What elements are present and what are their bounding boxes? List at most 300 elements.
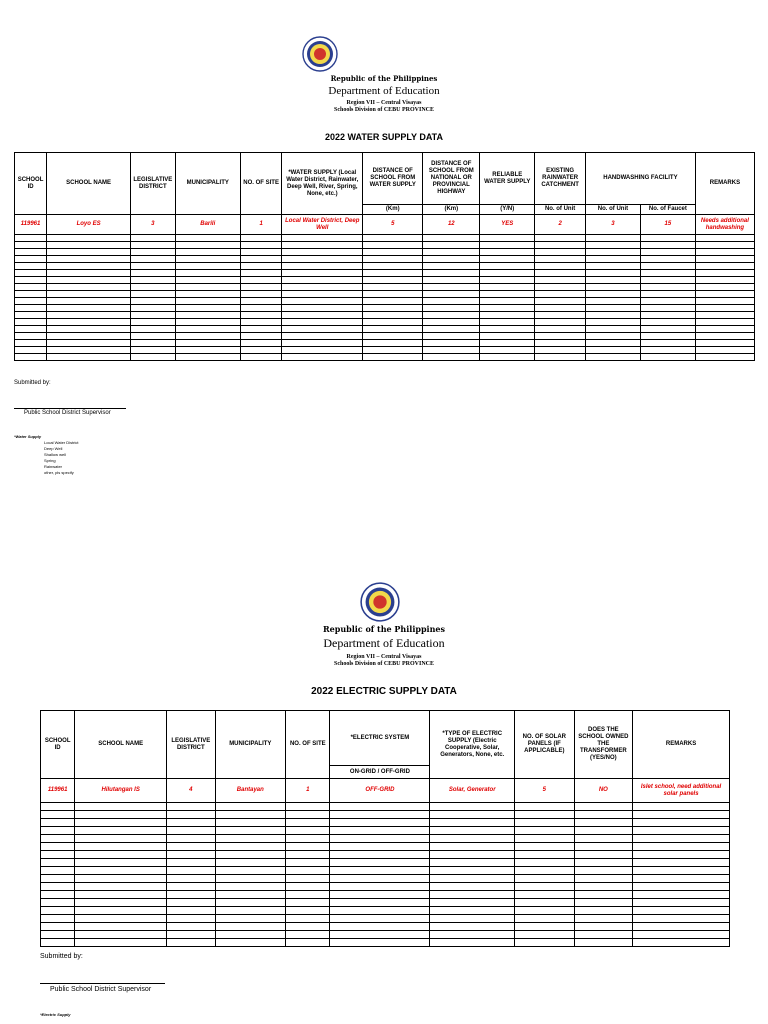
empty-cell (286, 851, 330, 859)
empty-cell (215, 819, 286, 827)
table-row (15, 347, 755, 354)
cell-dist-highway: 12 (423, 215, 480, 235)
empty-cell (215, 875, 286, 883)
empty-cell (480, 291, 535, 298)
empty-cell (282, 256, 363, 263)
empty-cell (240, 354, 281, 361)
empty-cell (47, 284, 131, 291)
empty-cell (41, 867, 75, 875)
empty-cell (423, 235, 480, 242)
col-units: No. of Unit (535, 205, 586, 215)
empty-cell (282, 249, 363, 256)
empty-cell (640, 263, 695, 270)
empty-cell (363, 319, 423, 326)
empty-cell (286, 939, 330, 947)
table-row (41, 883, 730, 891)
empty-cell (15, 333, 47, 340)
empty-cell (695, 347, 754, 354)
table-row (41, 827, 730, 835)
empty-cell (286, 915, 330, 923)
empty-cell (535, 347, 586, 354)
republic-label: Republic of the Philippines (322, 624, 445, 634)
empty-cell (240, 256, 281, 263)
empty-cell (640, 326, 695, 333)
empty-cell (75, 859, 167, 867)
empty-cell (47, 270, 131, 277)
empty-cell (75, 835, 167, 843)
empty-cell (633, 803, 730, 811)
empty-cell (480, 277, 535, 284)
empty-cell (131, 333, 176, 340)
empty-cell (215, 835, 286, 843)
empty-cell (423, 298, 480, 305)
empty-cell (574, 819, 633, 827)
empty-cell (586, 256, 641, 263)
empty-cell (215, 915, 286, 923)
empty-cell (535, 256, 586, 263)
empty-cell (695, 333, 754, 340)
table-row (15, 284, 755, 291)
empty-cell (640, 305, 695, 312)
empty-cell (131, 277, 176, 284)
col-dist-source: DISTANCE OF SCHOOL FROM WATER SUPPLY (363, 153, 423, 205)
empty-cell (41, 875, 75, 883)
empty-cell (286, 907, 330, 915)
empty-cell (586, 284, 641, 291)
empty-cell (175, 305, 240, 312)
empty-cell (41, 907, 75, 915)
table-row (15, 270, 755, 277)
empty-cell (240, 312, 281, 319)
empty-cell (695, 312, 754, 319)
empty-cell (47, 291, 131, 298)
empty-cell (240, 347, 281, 354)
empty-cell (586, 312, 641, 319)
cell-municipality: Barili (175, 215, 240, 235)
empty-cell (430, 851, 515, 859)
empty-cell (167, 883, 215, 891)
empty-cell (695, 298, 754, 305)
empty-cell (215, 883, 286, 891)
empty-cell (282, 354, 363, 361)
water-title: 2022 WATER SUPPLY DATA (324, 132, 444, 142)
empty-cell (430, 867, 515, 875)
empty-cell (480, 333, 535, 340)
department-label: Department of Education (323, 636, 445, 650)
empty-cell (75, 827, 167, 835)
empty-cell (640, 277, 695, 284)
empty-cell (633, 835, 730, 843)
empty-cell (515, 811, 575, 819)
empty-cell (41, 931, 75, 939)
empty-cell (330, 811, 430, 819)
empty-cell (286, 923, 330, 931)
cell-rainwater: 2 (535, 215, 586, 235)
empty-cell (330, 875, 430, 883)
empty-cell (330, 843, 430, 851)
empty-cell (240, 305, 281, 312)
empty-cell (167, 811, 215, 819)
table-row (41, 859, 730, 867)
water-note-title: *Water Supply (14, 434, 42, 439)
col-yn: (Y/N) (480, 205, 535, 215)
empty-cell (41, 819, 75, 827)
empty-cell (167, 931, 215, 939)
empty-cell (167, 827, 215, 835)
empty-cell (240, 277, 281, 284)
empty-cell (430, 915, 515, 923)
empty-cell (286, 867, 330, 875)
empty-cell (535, 235, 586, 242)
empty-cell (695, 249, 754, 256)
empty-cell (363, 256, 423, 263)
empty-cell (640, 284, 695, 291)
note-item: Local Water District (44, 440, 79, 445)
empty-cell (330, 819, 430, 827)
empty-cell (535, 333, 586, 340)
empty-cell (640, 291, 695, 298)
col-district: LEGISLATIVE DISTRICT (167, 711, 215, 779)
empty-cell (215, 891, 286, 899)
empty-cell (695, 354, 754, 361)
empty-cell (47, 249, 131, 256)
empty-cell (15, 305, 47, 312)
empty-cell (535, 277, 586, 284)
empty-cell (695, 305, 754, 312)
cell-district: 3 (131, 215, 176, 235)
cell-transformer: NO (574, 779, 633, 803)
empty-cell (633, 867, 730, 875)
empty-cell (41, 891, 75, 899)
water-note-list (44, 440, 79, 476)
empty-cell (75, 851, 167, 859)
empty-cell (535, 284, 586, 291)
signatory-label: Public School District Supervisor (24, 410, 111, 416)
empty-cell (167, 803, 215, 811)
empty-cell (574, 907, 633, 915)
empty-cell (515, 907, 575, 915)
empty-cell (430, 803, 515, 811)
empty-cell (240, 340, 281, 347)
empty-cell (586, 235, 641, 242)
empty-cell (515, 883, 575, 891)
empty-cell (423, 347, 480, 354)
empty-cell (515, 843, 575, 851)
cell-municipality: Bantayan (215, 779, 286, 803)
col-electric-type: *TYPE OF ELECTRIC SUPPLY (Electric Cooperative, Solar, Generators, None, etc. (430, 711, 515, 779)
table-row (15, 298, 755, 305)
empty-cell (175, 333, 240, 340)
empty-cell (215, 843, 286, 851)
empty-cell (15, 340, 47, 347)
empty-cell (282, 277, 363, 284)
empty-cell (167, 915, 215, 923)
empty-cell (480, 242, 535, 249)
empty-cell (282, 347, 363, 354)
empty-cell (41, 811, 75, 819)
empty-cell (586, 326, 641, 333)
empty-cell (167, 907, 215, 915)
signature-line (14, 408, 126, 409)
empty-cell (535, 249, 586, 256)
empty-cell (535, 312, 586, 319)
empty-cell (633, 859, 730, 867)
empty-cell (574, 803, 633, 811)
empty-cell (215, 851, 286, 859)
empty-cell (282, 340, 363, 347)
empty-cell (515, 915, 575, 923)
empty-cell (175, 270, 240, 277)
empty-cell (215, 867, 286, 875)
empty-cell (423, 284, 480, 291)
empty-cell (286, 819, 330, 827)
empty-cell (75, 875, 167, 883)
empty-cell (47, 263, 131, 270)
col-km: (Km) (363, 205, 423, 215)
empty-cell (423, 277, 480, 284)
empty-cell (41, 899, 75, 907)
empty-cell (640, 340, 695, 347)
empty-cell (131, 298, 176, 305)
empty-cell (363, 263, 423, 270)
empty-cell (574, 835, 633, 843)
cell-district: 4 (167, 779, 215, 803)
empty-cell (363, 298, 423, 305)
empty-cell (41, 939, 75, 947)
empty-cell (363, 235, 423, 242)
empty-cell (240, 284, 281, 291)
empty-cell (430, 827, 515, 835)
empty-cell (515, 931, 575, 939)
empty-cell (423, 270, 480, 277)
table-row (41, 939, 730, 947)
empty-cell (15, 277, 47, 284)
empty-cell (286, 931, 330, 939)
empty-cell (330, 883, 430, 891)
empty-cell (423, 333, 480, 340)
col-sites: NO. OF SITE (240, 153, 281, 215)
empty-cell (131, 270, 176, 277)
electric-blank-rows (41, 803, 730, 947)
empty-cell (41, 923, 75, 931)
empty-cell (695, 256, 754, 263)
empty-cell (695, 291, 754, 298)
empty-cell (515, 819, 575, 827)
table-row (41, 811, 730, 819)
empty-cell (574, 811, 633, 819)
empty-cell (480, 263, 535, 270)
cell-sites: 1 (240, 215, 281, 235)
empty-cell (480, 305, 535, 312)
empty-cell (167, 923, 215, 931)
col-handwashing: HANDWASHING FACILITY (586, 153, 696, 205)
empty-cell (286, 899, 330, 907)
empty-cell (535, 319, 586, 326)
empty-cell (75, 923, 167, 931)
division-label: Schools Division of CEBU PROVINCE (333, 107, 434, 113)
empty-cell (633, 811, 730, 819)
empty-cell (330, 851, 430, 859)
empty-cell (633, 907, 730, 915)
empty-cell (131, 263, 176, 270)
empty-cell (633, 915, 730, 923)
cell-water-supply: Local Water District, Deep Well (282, 215, 363, 235)
empty-cell (423, 319, 480, 326)
empty-cell (586, 340, 641, 347)
empty-cell (15, 270, 47, 277)
note-item: Spring (44, 458, 56, 463)
empty-cell (330, 803, 430, 811)
empty-cell (574, 939, 633, 947)
empty-cell (286, 835, 330, 843)
empty-cell (535, 354, 586, 361)
col-school-id: SCHOOL ID (41, 711, 75, 779)
note-item: other, pls specify (44, 470, 74, 475)
empty-cell (131, 354, 176, 361)
empty-cell (423, 249, 480, 256)
empty-cell (282, 291, 363, 298)
empty-cell (175, 235, 240, 242)
empty-cell (175, 263, 240, 270)
col-solar-panels: NO. OF SOLAR PANELS (IF APPLICABLE) (515, 711, 575, 779)
empty-cell (15, 347, 47, 354)
empty-cell (167, 835, 215, 843)
empty-cell (423, 326, 480, 333)
empty-cell (574, 883, 633, 891)
empty-cell (633, 931, 730, 939)
empty-cell (586, 354, 641, 361)
empty-cell (633, 899, 730, 907)
empty-cell (15, 235, 47, 242)
empty-cell (282, 242, 363, 249)
table-row (41, 851, 730, 859)
empty-cell (131, 242, 176, 249)
empty-cell (695, 277, 754, 284)
empty-cell (75, 867, 167, 875)
empty-cell (480, 284, 535, 291)
empty-cell (282, 333, 363, 340)
col-sites: NO. OF SITE (286, 711, 330, 779)
table-row (15, 263, 755, 270)
empty-cell (535, 305, 586, 312)
empty-cell (363, 333, 423, 340)
empty-cell (363, 305, 423, 312)
empty-cell (330, 915, 430, 923)
col-remarks: REMARKS (633, 711, 730, 779)
empty-cell (515, 835, 575, 843)
empty-cell (363, 277, 423, 284)
empty-cell (430, 939, 515, 947)
empty-cell (47, 312, 131, 319)
cell-handwashing-units: 3 (586, 215, 641, 235)
empty-cell (430, 883, 515, 891)
empty-cell (330, 867, 430, 875)
col-grid: ON-GRID / OFF-GRID (330, 766, 430, 779)
empty-cell (215, 899, 286, 907)
electric-table (40, 710, 730, 947)
empty-cell (423, 354, 480, 361)
empty-cell (330, 939, 430, 947)
empty-cell (586, 263, 641, 270)
empty-cell (282, 284, 363, 291)
empty-cell (47, 340, 131, 347)
empty-cell (330, 891, 430, 899)
table-row (41, 819, 730, 827)
empty-cell (175, 354, 240, 361)
table-row (15, 277, 755, 284)
table-row (41, 923, 730, 931)
col-faucet: No. of Faucet (640, 205, 695, 215)
col-km: (Km) (423, 205, 480, 215)
empty-cell (240, 326, 281, 333)
empty-cell (535, 263, 586, 270)
empty-cell (15, 291, 47, 298)
cell-sites: 1 (286, 779, 330, 803)
empty-cell (515, 939, 575, 947)
empty-cell (535, 242, 586, 249)
col-school-name: SCHOOL NAME (47, 153, 131, 215)
empty-cell (75, 803, 167, 811)
empty-cell (586, 305, 641, 312)
empty-cell (430, 907, 515, 915)
empty-cell (175, 249, 240, 256)
empty-cell (215, 859, 286, 867)
empty-cell (47, 235, 131, 242)
empty-cell (330, 923, 430, 931)
empty-cell (695, 242, 754, 249)
empty-cell (41, 803, 75, 811)
empty-cell (430, 931, 515, 939)
empty-cell (215, 827, 286, 835)
empty-cell (215, 923, 286, 931)
empty-cell (175, 291, 240, 298)
empty-cell (430, 923, 515, 931)
cell-remarks: Needs additional handwashing (695, 215, 754, 235)
note-item: Deep Well (44, 446, 63, 451)
empty-cell (175, 319, 240, 326)
empty-cell (286, 875, 330, 883)
table-row (41, 803, 730, 811)
empty-cell (423, 312, 480, 319)
empty-cell (535, 291, 586, 298)
empty-cell (430, 859, 515, 867)
note-item: Rainwater (44, 464, 63, 469)
empty-cell (586, 291, 641, 298)
empty-cell (15, 242, 47, 249)
empty-cell (480, 270, 535, 277)
empty-cell (330, 859, 430, 867)
empty-cell (15, 249, 47, 256)
empty-cell (430, 819, 515, 827)
table-row (15, 319, 755, 326)
empty-cell (175, 284, 240, 291)
table-row (15, 291, 755, 298)
empty-cell (75, 819, 167, 827)
empty-cell (695, 235, 754, 242)
empty-cell (215, 939, 286, 947)
empty-cell (640, 312, 695, 319)
empty-cell (175, 277, 240, 284)
empty-cell (430, 899, 515, 907)
empty-cell (175, 326, 240, 333)
empty-cell (363, 347, 423, 354)
empty-cell (640, 256, 695, 263)
empty-cell (282, 305, 363, 312)
empty-cell (430, 875, 515, 883)
empty-cell (640, 298, 695, 305)
empty-cell (535, 340, 586, 347)
table-row (41, 875, 730, 883)
